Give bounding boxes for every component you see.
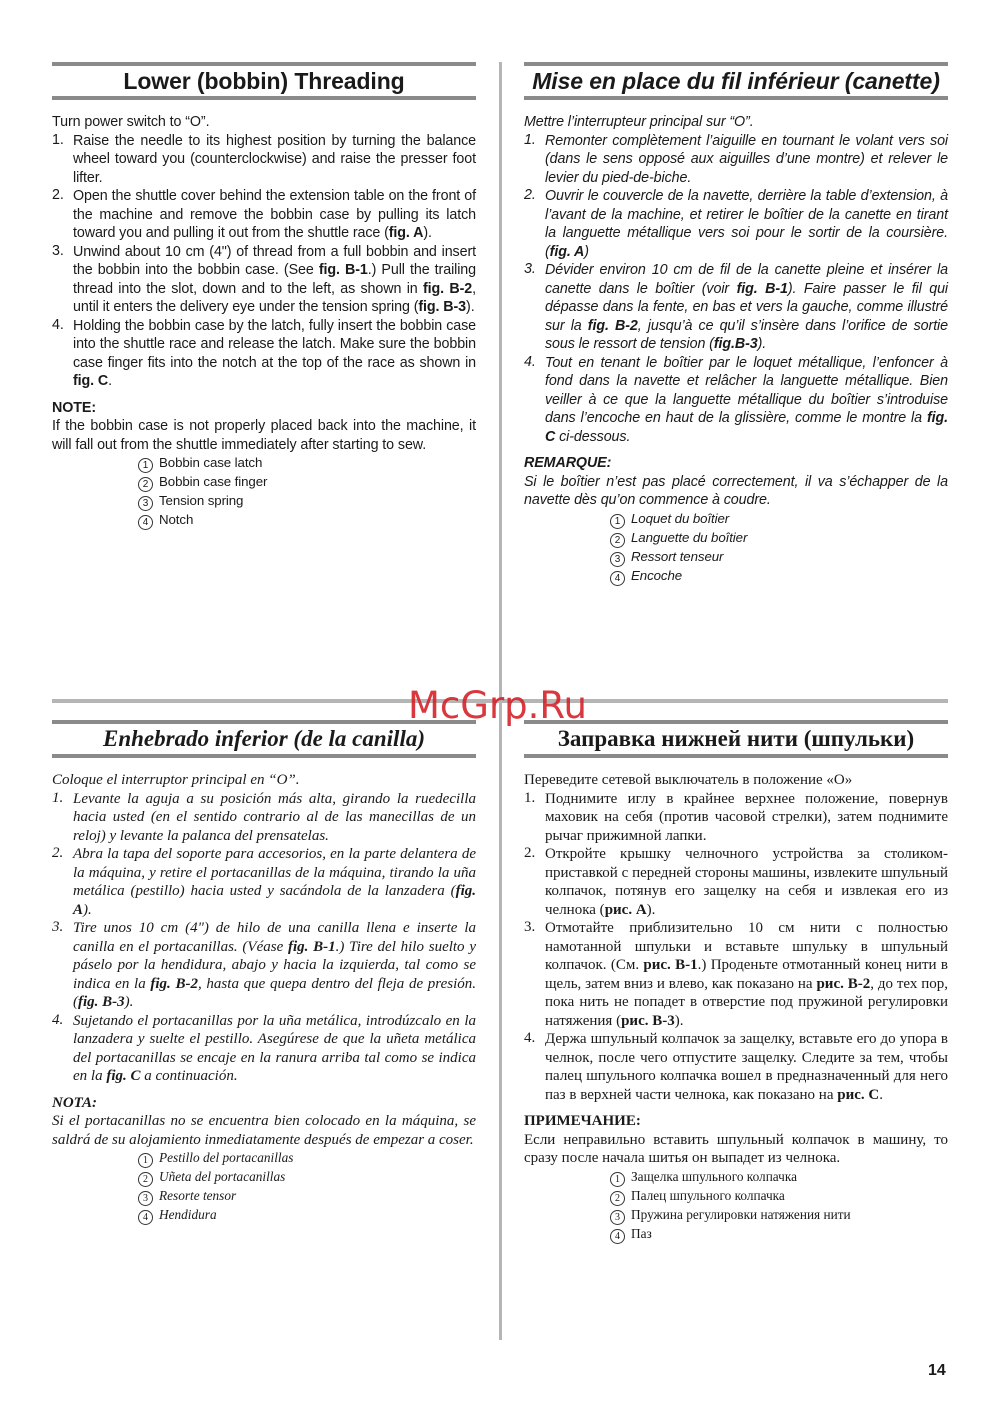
legend-item — [610, 1206, 948, 1225]
number-circle-icon: 4 — [610, 1229, 625, 1244]
section-title: Заправка нижней нити (шпульки) — [557, 726, 915, 751]
step-number: 1. — [524, 131, 536, 148]
legend-label: Палец шпульного колпачка — [631, 1187, 785, 1203]
figure-reference: рис. B-1 — [643, 957, 698, 973]
number-circle-icon: 1 — [138, 458, 153, 473]
text-segment: ). — [124, 994, 134, 1010]
text-segment: ). — [674, 1012, 684, 1029]
step-number: 2. — [52, 187, 64, 203]
legend-label: Uñeta del portacanillas — [159, 1169, 286, 1184]
figure-reference: fig.B-3 — [713, 336, 758, 352]
legend-label: Пружина регулировки натяжения нити — [631, 1206, 851, 1222]
parts-legend — [610, 510, 948, 586]
section-title: Lower (bobbin) Threading — [123, 68, 405, 94]
step-item — [52, 790, 476, 846]
legend-label: Loquet du boîtier — [631, 510, 730, 526]
step-number: 3. — [52, 919, 64, 935]
number-circle-icon: 2 — [138, 1172, 153, 1187]
step-number: 3. — [524, 261, 536, 277]
text-segment: ci-dessous. — [555, 428, 631, 445]
text-segment: Sujetando el portacanillas por la uña metálica, introdúzcalo en la lanzadera y suelte el pestillo. Asegúrese de que la uñeta metálica del portacanillas se encaje en la ranura arriba tal como se indica en la — [73, 1012, 476, 1084]
figure-reference: fig. B-1 — [736, 280, 788, 297]
legend-label: Защелка шпульного колпачка — [631, 1168, 798, 1184]
note-text: Si le boîtier n’est pas placé correctement, il va s’échapper de la navette dès qu’on commence à coudre. — [524, 473, 948, 508]
number-circle-icon: 2 — [138, 477, 153, 492]
step-number: 2. — [52, 845, 64, 861]
number-circle-icon: 1 — [610, 514, 625, 529]
text-segment: ). — [423, 225, 432, 241]
text-segment: . — [879, 1086, 883, 1103]
text-segment: Откройте крышку челночного устройства за столиком-приставкой с передней стороны машины, извлеките шпульный колпачок, потянув его защелку на себя и извлекая его из челнока ( — [545, 846, 948, 918]
step-item — [524, 919, 948, 1030]
text-segment: Open the shuttle cover behind the extension table on the front of the machine and remove the bobbin case by pulling its latch toward you and pulling it out from the shuttle race ( — [73, 188, 476, 241]
section-header — [52, 62, 476, 100]
figure-reference: fig. B-2 — [150, 975, 198, 992]
parts-legend — [138, 454, 476, 530]
legend-item — [610, 1225, 948, 1244]
section-title: Enhebrado inferior (de la canilla) — [102, 726, 425, 751]
text-segment: , до тех пор, пока нить не попадет в отверстие под пружиной регулировки натяжения ( — [545, 975, 948, 1029]
note-title: ПРИМЕЧАНИЕ: — [524, 1113, 641, 1129]
step-number: 1. — [52, 131, 64, 148]
page-number: 14 — [928, 1362, 946, 1379]
step-text — [545, 354, 948, 447]
step-number: 4. — [52, 1011, 64, 1028]
figure-reference: fig. A — [388, 225, 424, 241]
section-spanish — [52, 720, 476, 1225]
legend-item — [610, 567, 948, 586]
figure-reference: fig. C — [545, 410, 948, 445]
number-circle-icon: 2 — [610, 533, 625, 548]
step-text — [73, 790, 476, 846]
legend-label: Hendidura — [159, 1207, 217, 1222]
section-english — [52, 62, 476, 530]
step-item — [52, 243, 476, 317]
step-item — [52, 317, 476, 391]
step-number: 2. — [524, 187, 536, 203]
figure-reference: рис. C — [837, 1086, 880, 1103]
text-segment: ). — [466, 299, 475, 315]
number-circle-icon: 3 — [610, 552, 625, 567]
legend-item — [610, 1187, 948, 1206]
legend-item — [610, 529, 948, 548]
number-circle-icon: 4 — [138, 1210, 153, 1225]
watermark: McGrp.Ru — [408, 684, 587, 727]
text-segment: Remonter complètement l’aiguille en tournant le volant vers soi (dans le sens opposé aux aiguilles d’une montre) et relever le levier du pied-de-biche. — [545, 132, 948, 186]
figure-reference: fig. C — [73, 373, 109, 389]
step-number: 3. — [524, 919, 536, 935]
step-item — [52, 187, 476, 243]
figure-reference: fig. A — [549, 243, 585, 260]
text-segment: ). — [646, 901, 656, 918]
figure-reference: fig. B-1 — [288, 938, 336, 955]
text-segment: .) Tire del hilo suelto y páselo por la hendidura, abajo y hacia la izquierda, tal como se indica en la — [73, 938, 476, 992]
step-item — [52, 1012, 476, 1086]
step-text — [545, 790, 948, 846]
text-segment: , jusqu’à ce qu’il s’insère dans l’orifice de sortie sous le ressort de tension ( — [545, 317, 948, 352]
legend-item — [610, 1168, 948, 1187]
step-text — [73, 187, 476, 243]
step-text — [545, 132, 948, 188]
text-segment: ). — [757, 336, 767, 352]
number-circle-icon: 1 — [610, 1172, 625, 1187]
note-text: Если неправильно вставить шпульный колпачок в машину, то сразу после начала шитья он выпадет из челнока. — [524, 1131, 948, 1166]
figure-reference: рис. A — [604, 901, 647, 918]
parts-legend — [610, 1168, 948, 1244]
legend-item — [138, 1187, 476, 1206]
section-header — [524, 720, 948, 758]
step-text — [545, 261, 948, 354]
figure-reference: fig. B-1 — [318, 262, 368, 278]
figure-reference: рис. B-3 — [621, 1012, 675, 1029]
text-segment: , hasta que quepa dentro del fleja de presión. ( — [73, 975, 477, 1010]
text-segment: Tout en tenant le boîtier par le loquet métallique, l’enfoncer à fond dans la navette et relâcher la languette métallique. Bien veiller à ce que la languette métallique du boîtier s’introduise dans l’encoche en haut de la glissière, comme le montre la — [545, 354, 948, 426]
number-circle-icon: 3 — [138, 1191, 153, 1206]
number-circle-icon: 3 — [610, 1210, 625, 1225]
step-number: 2. — [524, 845, 536, 861]
text-segment: Holding the bobbin case by the latch, fully insert the bobbin case into the shuttle race and release the latch. Make sure the bobbin case finger fits into the notch at the top of the race as shown in — [73, 317, 476, 371]
legend-item — [610, 548, 948, 567]
section-title: Mise en place du fil inférieur (canette) — [532, 68, 940, 94]
legend-label: Encoche — [631, 567, 683, 583]
step-text — [73, 1012, 476, 1086]
figure-reference: fig. B-3 — [418, 299, 467, 315]
text-segment: a continuación. — [140, 1068, 238, 1084]
step-item — [52, 919, 476, 1012]
step-item — [524, 354, 948, 447]
step-item — [524, 187, 948, 261]
legend-item — [610, 510, 948, 529]
text-segment: Unwind about 10 cm (4") of thread from a full bobbin and insert the bobbin into the bobbin case. (See — [73, 243, 476, 278]
text-segment: Dévider environ 10 cm de fil de la canette pleine et insérer la canette dans le boîtier (voir — [545, 262, 948, 297]
number-circle-icon: 2 — [610, 1191, 625, 1206]
step-item — [524, 1030, 948, 1104]
step-item — [524, 261, 948, 354]
figure-reference: fig. B-3 — [78, 994, 125, 1010]
text-segment: .) Проденьте отмотанный конец нити в щель, затем вниз и влево, как показано на — [545, 957, 948, 992]
note-title: REMARQUE: — [524, 455, 612, 471]
legend-item — [138, 1168, 476, 1187]
step-text — [73, 243, 476, 317]
step-text — [73, 919, 476, 1012]
note-text: Si el portacanillas no se encuentra bien colocado en la máquina, se saldrá de su alojamiento inmediatamente después de empezar a coser. — [52, 1113, 476, 1148]
legend-item — [138, 511, 476, 530]
number-circle-icon: 3 — [138, 496, 153, 511]
text-segment: ). Faire passer le fil qui dépasse dans la fente, en bas et vers la gauche, comme illustré sur la — [545, 280, 948, 334]
intro-text: Turn power switch to “O”. — [52, 114, 210, 130]
figure-reference: fig. C — [106, 1068, 141, 1084]
text-segment: .) Pull the trailing thread into the slot, down and to the left, as shown in — [73, 262, 476, 297]
parts-legend — [138, 1149, 476, 1225]
note-title: NOTA: — [52, 1094, 97, 1111]
step-item — [524, 845, 948, 919]
number-circle-icon: 4 — [138, 515, 153, 530]
intro-text: Переведите сетевой выключатель в положение «O» — [524, 772, 853, 788]
step-text — [545, 919, 948, 1030]
step-number: 1. — [52, 789, 64, 806]
step-text — [73, 132, 476, 188]
figure-reference: fig. B-2 — [422, 280, 473, 297]
intro-text: Mettre l’interrupteur principal sur “O”. — [524, 114, 754, 130]
figure-reference: fig. A — [73, 883, 476, 918]
text-segment: . — [108, 373, 113, 389]
legend-label: Bobbin case finger — [159, 474, 268, 489]
text-segment: Ouvrir le couvercle de la navette, derrière la table d’extension, à l’avant de la machine, et retirer le boîtier de la canette en tirant la languette métallique vers soi pour le sortir de la coursière. ( — [545, 188, 948, 260]
legend-label: Resorte tensor — [159, 1188, 237, 1203]
number-circle-icon: 1 — [138, 1153, 153, 1168]
legend-label: Bobbin case latch — [159, 455, 263, 470]
text-segment: ). — [83, 901, 92, 918]
text-segment: , until it enters the delivery eye under the tension spring ( — [73, 280, 476, 315]
figure-reference: рис. B-2 — [816, 975, 871, 992]
step-text — [545, 1030, 948, 1104]
step-item — [52, 845, 476, 919]
section-russian — [524, 720, 948, 1244]
number-circle-icon: 4 — [610, 571, 625, 586]
legend-label: Notch — [159, 512, 194, 527]
legend-item — [138, 1206, 476, 1225]
legend-label: Ressort tenseur — [631, 548, 724, 564]
legend-label: Pestillo del portacanillas — [159, 1150, 294, 1165]
text-segment: Levante la aguja a su posición más alta, girando la ruedecilla hacia usted (en el sentido contrario al de las manecillas de un reloj) y levante la palanca del prensatelas. — [73, 790, 476, 844]
step-text — [73, 845, 476, 919]
section-header — [524, 62, 948, 100]
legend-item — [138, 454, 476, 473]
step-number: 1. — [524, 789, 536, 806]
text-segment: Поднимите иглу в крайнее верхнее положение, повернув маховик на себя (против часовой стрелки), затем поднимите рычаг прижимной лапки. — [545, 790, 948, 844]
legend-item — [138, 1149, 476, 1168]
text-segment: Raise the needle to its highest position by turning the balance wheel toward you (counterclockwise) and raise the presser foot lifter. — [73, 132, 476, 186]
note-text: If the bobbin case is not properly placed back into the machine, it will fall out from the shuttle immediately after starting to sew. — [52, 418, 476, 453]
text-segment: Tire unos 10 cm (4") de hilo de una canilla llena e inserte la canilla en el portacanillas. (Véase — [73, 920, 476, 955]
step-number: 4. — [52, 316, 64, 333]
step-text — [73, 317, 476, 391]
legend-item — [138, 473, 476, 492]
text-segment: Держа шпульный колпачок за защелку, вставьте его до упора в челнок, после чего отпустите защелку. Следите за тем, чтобы палец шпульного колпачка вошел в предназначенный для него паз в верхней части челнока, как показано на — [545, 1031, 948, 1103]
step-item — [524, 132, 948, 188]
note-title: NOTE: — [52, 399, 96, 416]
step-number: 4. — [524, 1030, 536, 1046]
step-text — [545, 187, 948, 261]
text-segment: Отмотайте приблизительно 10 см нити с полностью намотанной шпульки и вставьте шпульку в шпульный колпачок. (См. — [545, 920, 948, 973]
step-text — [545, 845, 948, 919]
figure-reference: fig. B-2 — [587, 317, 638, 334]
legend-label: Tension spring — [159, 493, 244, 508]
intro-text: Coloque el interruptor principal en “O”. — [52, 772, 300, 788]
section-french — [524, 62, 948, 586]
legend-label: Паз — [631, 1225, 652, 1241]
step-number: 4. — [524, 353, 536, 370]
step-item — [52, 132, 476, 188]
step-item — [524, 790, 948, 846]
step-number: 3. — [52, 242, 64, 259]
text-segment: ) — [584, 243, 589, 260]
legend-item — [138, 492, 476, 511]
legend-label: Languette du boîtier — [631, 529, 748, 545]
text-segment: Abra la tapa del soporte para accesorios, en la parte delantera de la máquina, y retire el portacanillas de la máquina, tirando la uña metálica (pestillo) hacia usted y sacándola de la lanzadera ( — [73, 846, 476, 899]
